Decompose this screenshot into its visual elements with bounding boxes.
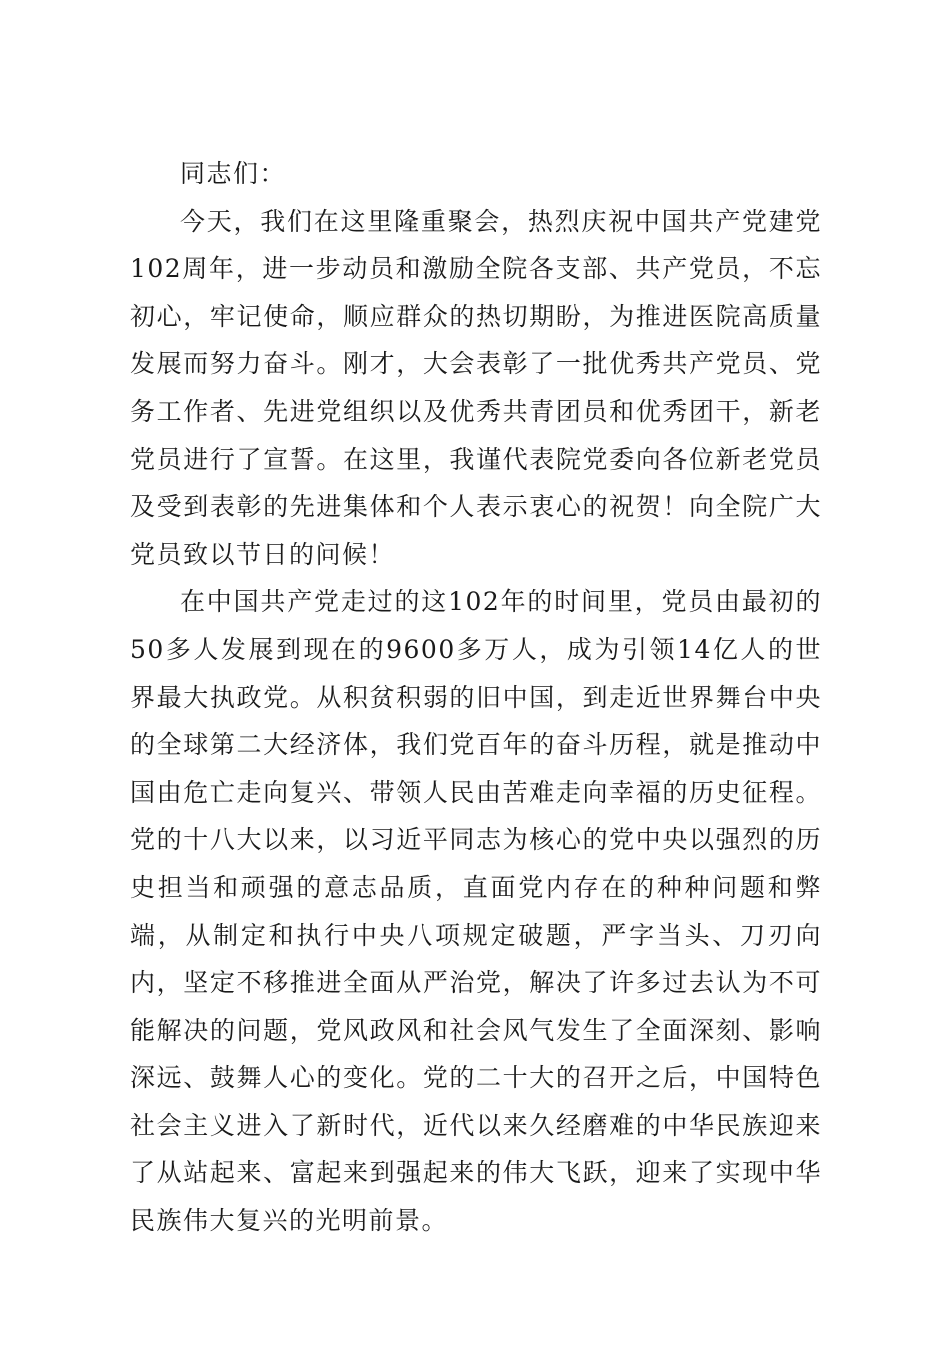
paragraph-opening: 今天，我们在这里隆重聚会，热烈庆祝中国共产党建党102周年，进一步动员和激励全院各支部、共产党员，不忘初心，牢记使命，顺应群众的热切期盼，为推进医院高质量发展而努力奋斗。刚才，大会表彰了一批优秀共产党员、党务工作者、先进党组织以及优秀共青团员和优秀团干，新老党员进行了宣誓。在这里，我谨代表院党委向各位新老党员及受到表彰的先进集体和个人表示衷心的祝贺！向全院广大党员致以节日的问候！ <box>130 206 822 569</box>
document-body <box>130 150 822 1245</box>
paragraph-history: 在中国共产党走过的这102年的时间里，党员由最初的50多人发展到现在的9600多万人，成为引领14亿人的世界最大执政党。从积贫积弱的旧中国，到走近世界舞台中央的全球第二大经济体，我们党百年的奋斗历程，就是推动中国由危亡走向复兴、带领人民由苦难走向幸福的历史征程。党的十八大以来，以习近平同志为核心的党中央以强烈的历史担当和顽强的意志品质，直面党内存在的种种问题和弊端，从制定和执行中央八项规定破题，严字当头、刀刃向内，坚定不移推进全面从严治党，解决了许多过去认为不可能解决的问题，党风政风和社会风气发生了全面深刻、影响深远、鼓舞人心的变化。党的二十大的召开之后，中国特色社会主义进入了新时代，近代以来久经磨难的中华民族迎来了从站起来、富起来到强起来的伟大飞跃，迎来了实现中华民族伟大复兴的光明前景。 <box>130 587 822 1236</box>
salutation: 同志们： <box>180 159 287 188</box>
